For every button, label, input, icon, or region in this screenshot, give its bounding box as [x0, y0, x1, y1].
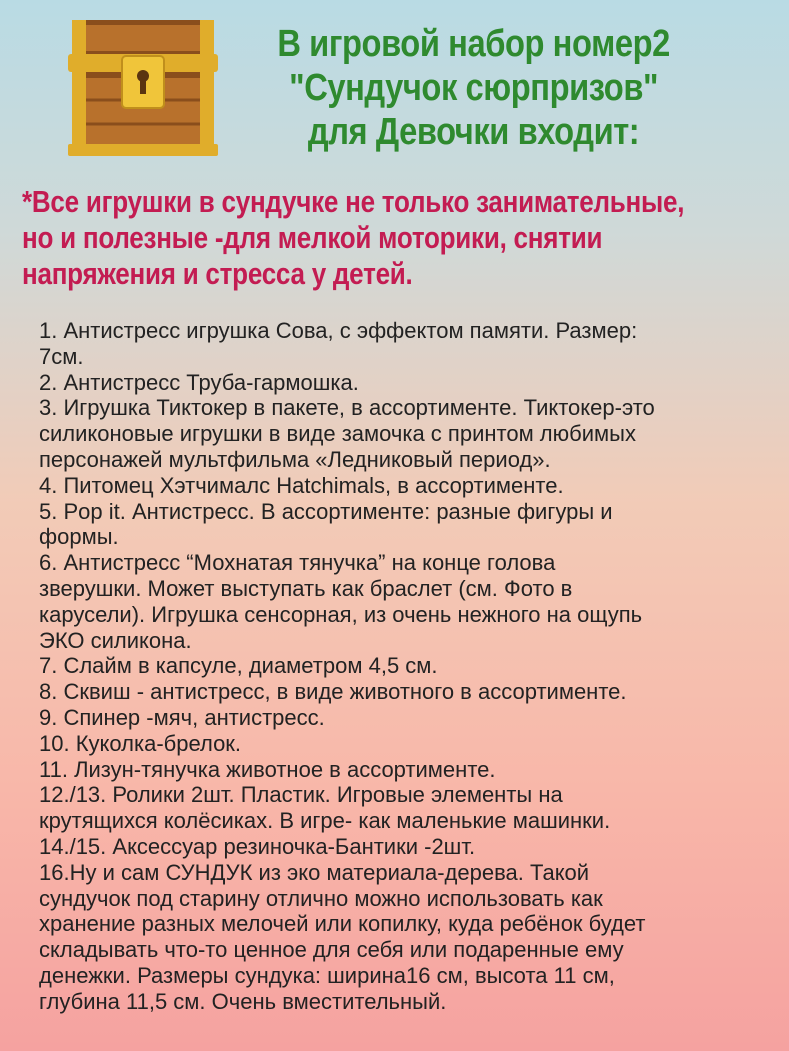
list-line: формы. [39, 524, 119, 550]
list-line: 5. Pop it. Антистресс. В ассортименте: разные фигуры и [39, 498, 613, 524]
list-line: 9. Спинер -мяч, антистресс. [39, 704, 325, 730]
list-line: 1. Антистресс игрушка Сова, с эффектом памяти. Размер: [39, 318, 638, 343]
note-line: но и полезные -для мелкой моторики, снятии [22, 220, 603, 255]
list-line: карусели). Игрушка сенсорная, из очень нежного на ощупь [39, 601, 643, 627]
list-line: 16.Ну и сам СУНДУК из эко материала-дерева. Такой [39, 859, 590, 885]
list-line: 6. Антистресс “Мохнатая тянучка” на конце голова [39, 550, 556, 576]
title-line: "Сундучок сюрпризов" [289, 67, 659, 109]
list-line: 7см. [39, 343, 84, 369]
list-line: ЭКО силикона. [39, 627, 192, 653]
list-line: 4. Питомец Хэтчималс Hatchimals, в ассортименте. [39, 472, 564, 498]
list-line: сундучок под старину отлично можно использовать как [39, 885, 603, 911]
note-line: *Все игрушки в сундучке не только занимательные, [22, 184, 685, 219]
list-line: крутящихся колёсиках. В игре- как маленькие машинки. [39, 808, 611, 834]
list-line: 12./13. Ролики 2шт. Пластик. Игровые элементы на [39, 782, 563, 808]
list-line: 2. Антистресс Труба-гармошка. [39, 369, 359, 395]
page-title [250, 22, 697, 154]
list-line: 10. Куколка-брелок. [39, 730, 242, 756]
treasure-chest-icon [64, 16, 222, 158]
contents-list [39, 318, 729, 1015]
list-line: 14./15. Аксессуар резиночка-Бантики -2шт. [39, 833, 476, 859]
list-line: 3. Игрушка Тиктокер в пакете, в ассортименте. Тиктокер-это [39, 395, 655, 421]
list-line: глубина 11,5 см. Очень вместительный. [39, 988, 447, 1014]
list-line: хранение разных мелочей или копилку, куда ребёнок будет [39, 911, 646, 937]
list-line: 7. Слайм в капсуле, диаметром 4,5 см. [39, 653, 438, 679]
list-line: денежки. Размеры сундука: ширина16 см, высота 11 см, [39, 962, 615, 988]
list-line: складывать что-то ценное для себя или подаренные ему [39, 937, 624, 963]
list-line: зверушки. Может выступать как браслет (см. Фото в [39, 575, 573, 601]
list-line: 11. Лизун-тянучка животное в ассортименте. [39, 756, 496, 782]
list-line: силиконовые игрушки в виде замочка с принтом любимых [39, 421, 636, 447]
benefit-note [22, 184, 753, 292]
list-line: 8. Сквиш - антистресс, в виде животного в ассортименте. [39, 679, 627, 705]
list-line: персонажей мультфильма «Ледниковый период». [39, 446, 551, 472]
title-line: для Девочки входит: [307, 111, 640, 153]
title-line: В игровой набор номер2 [277, 23, 670, 65]
note-line: напряжения и стресса у детей. [22, 256, 413, 291]
